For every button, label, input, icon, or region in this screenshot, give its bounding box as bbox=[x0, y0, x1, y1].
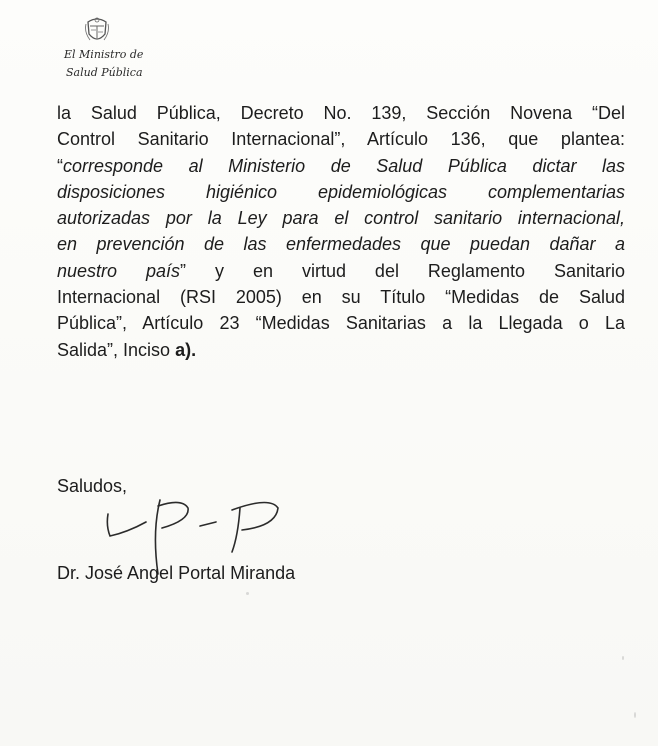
body-text-segment: Control Sanitario Internacional”, Artículo 136, que plantea: bbox=[57, 129, 625, 150]
body-line bbox=[57, 179, 625, 205]
coat-of-arms-icon bbox=[84, 16, 110, 46]
body-text-segment: nuestro país bbox=[57, 260, 181, 281]
body-text-segment: Salida”, Inciso bbox=[57, 339, 176, 360]
body-paragraph bbox=[57, 100, 625, 363]
body-text-segment: en prevención de las enfermedades que puedan dañar a bbox=[57, 234, 625, 255]
body-line bbox=[57, 205, 625, 231]
body-text-segment: disposiciones higiénico epidemiológicas complementarias bbox=[57, 181, 625, 202]
body-line bbox=[57, 337, 625, 363]
body-line bbox=[57, 126, 625, 152]
paper-speck bbox=[622, 656, 624, 660]
closing-salutation: Saludos, bbox=[57, 476, 128, 496]
body-text-segment: “ bbox=[57, 155, 63, 176]
body-text-segment: la Salud Pública, Decreto No. 139, Sección Novena “Del bbox=[57, 103, 625, 123]
paper-speck bbox=[246, 592, 249, 595]
body-text-segment: a). bbox=[175, 339, 197, 360]
body-text-segment: Pública”, Artículo 23 “Medidas Sanitarias a la Llegada o La bbox=[57, 313, 625, 334]
body-line bbox=[57, 284, 625, 310]
body-line bbox=[57, 231, 625, 257]
body-line bbox=[57, 100, 625, 126]
letterhead bbox=[60, 14, 170, 84]
signer-name: Dr. José Angel Portal Miranda bbox=[57, 563, 296, 583]
body-text-segment: corresponde al Ministerio de Salud Pública dictar las bbox=[63, 155, 625, 176]
letterhead-line-1: El Ministro de bbox=[64, 48, 144, 61]
body-text-segment: autorizadas por la Ley para el control sanitario internacional, bbox=[57, 208, 625, 229]
body-text-segment: ” y en virtud del Reglamento Sanitario bbox=[180, 260, 625, 281]
body-line bbox=[57, 258, 625, 284]
body-line bbox=[57, 153, 625, 179]
body-line bbox=[57, 310, 625, 336]
body-text-segment: Internacional (RSI 2005) en su Título “Medidas de Salud bbox=[57, 287, 625, 308]
letterhead-line-2: Salud Pública bbox=[66, 66, 143, 79]
paper-speck bbox=[634, 712, 636, 718]
